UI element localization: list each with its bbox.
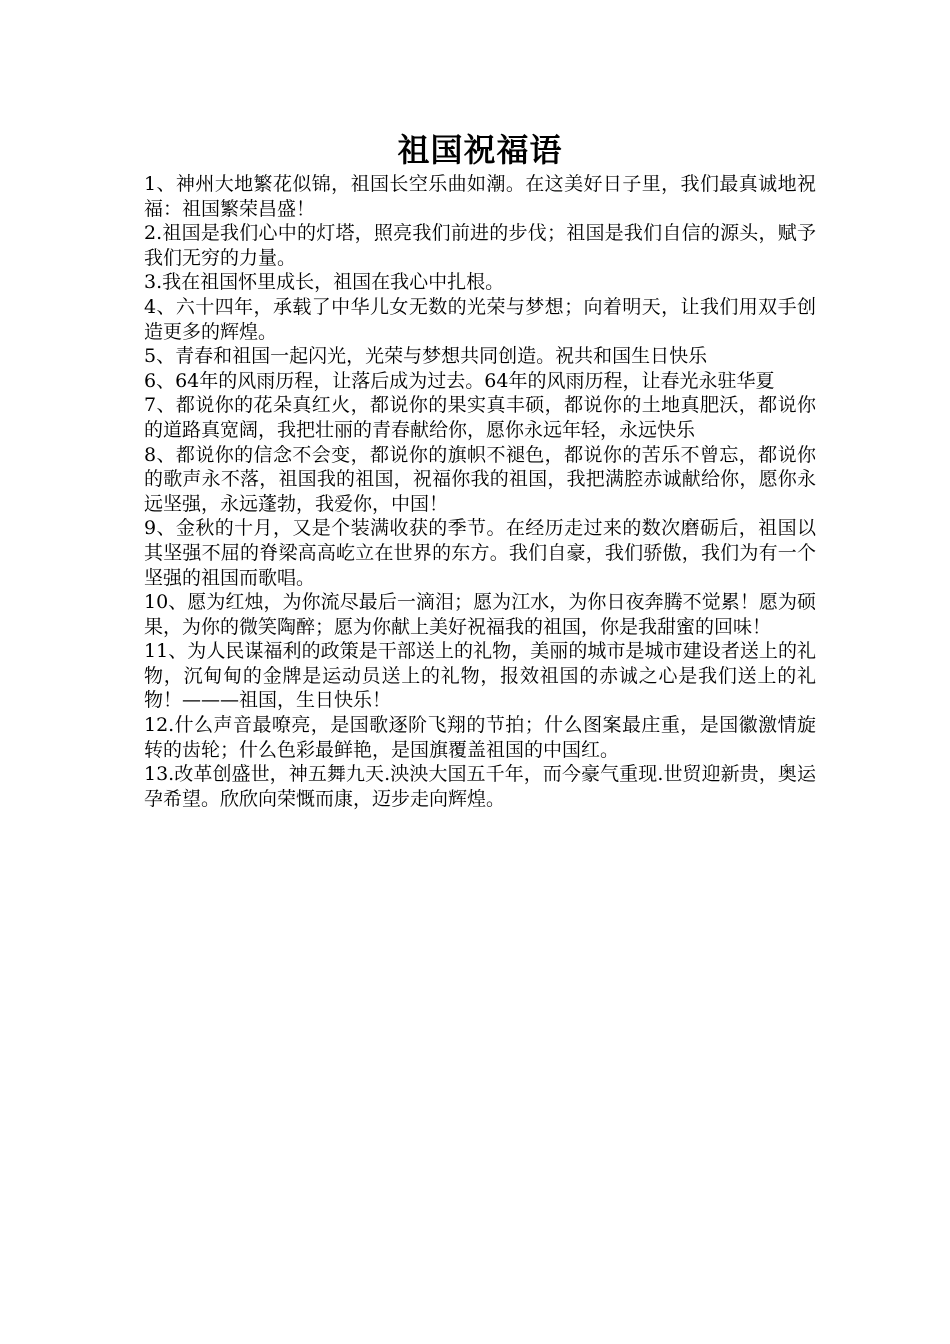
blessing-paragraph-9: 9、金秋的十月，又是个装满收获的季节。在经历走过来的数次磨砺后，祖国以其坚强不屈的脊梁高高屹立在世界的东方。我们自豪，我们骄傲，我们为有一个坚强的祖国而歌唱。	[144, 517, 816, 589]
blessing-paragraph-4: 4、六十四年，承载了中华儿女无数的光荣与梦想；向着明天，让我们用双手创造更多的辉煌。	[144, 295, 816, 343]
document-body	[144, 128, 816, 811]
blessing-paragraph-3: 3.我在祖国怀里成长，祖国在我心中扎根。	[144, 271, 505, 294]
document-title: 祖国祝福语	[397, 131, 563, 169]
blessing-paragraph-1: 1、神州大地繁花似锦，祖国长空乐曲如潮。在这美好日子里，我们最真诚地祝福：祖国繁荣昌盛！	[144, 173, 816, 220]
blessing-paragraph-6: 6、64年的风雨历程，让落后成为过去。64年的风雨历程，让春光永驻华夏	[144, 369, 775, 392]
blessing-paragraph-12: 12.什么声音最嘹亮，是国歌逐阶飞翔的节拍；什么图案最庄重，是国徽激情旋转的齿轮；什么色彩最鲜艳，是国旗覆盖祖国的中国红。	[144, 714, 816, 761]
blessing-paragraph-11: 11、为人民谋福利的政策是干部送上的礼物，美丽的城市是城市建设者送上的礼物，沉甸甸的金牌是运动员送上的礼物，报效祖国的赤诚之心是我们送上的礼物！———祖国，生日快乐！	[144, 640, 816, 712]
blessing-paragraph-5: 5、青春和祖国一起闪光，光荣与梦想共同创造。祝共和国生日快乐	[144, 345, 708, 368]
blessing-paragraph-7: 7、都说你的花朵真红火，都说你的果实真丰硕，都说你的土地真肥沃，都说你的道路真宽阔，我把壮丽的青春献给你，愿你永远年轻，永远快乐	[144, 394, 816, 441]
blessing-paragraph-2: 2.祖国是我们心中的灯塔，照亮我们前进的步伐；祖国是我们自信的源头，赋予我们无穷的力量。	[144, 222, 816, 269]
blessing-paragraph-8: 8、都说你的信念不会变，都说你的旗帜不褪色，都说你的苦乐不曾忘，都说你的歌声永不落，祖国我的祖国，祝福你我的祖国，我把满腔赤诚献给你，愿你永远坚强，永远蓬勃，我爱你，中国！	[144, 443, 816, 515]
blessing-paragraph-13: 13.改革创盛世，神五舞九天.泱泱大国五千年，而今豪气重现.世贸迎新贵，奥运孕希望。欣欣向荣慨而康，迈步走向辉煌。	[144, 763, 816, 810]
blessing-paragraph-10: 10、愿为红烛，为你流尽最后一滴泪；愿为江水，为你日夜奔腾不觉累！愿为硕果，为你的微笑陶醉；愿为你献上美好祝福我的祖国，你是我甜蜜的回味！	[144, 591, 816, 638]
